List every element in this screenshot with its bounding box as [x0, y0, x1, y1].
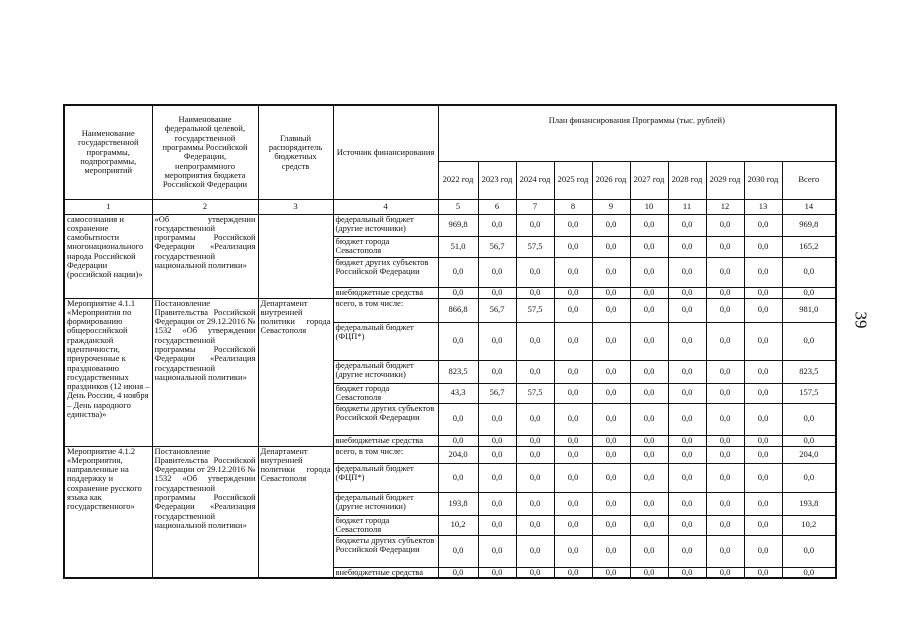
federal-program: Постановление Правительства Российской Федерации от 29.12.2016 № 1532 «Об утверждении государственной программы Российской Федерации «Реализация государственной национальной политики» — [152, 298, 258, 446]
amount-cell: 969,8 — [782, 214, 836, 236]
amount-cell: 56,7 — [478, 383, 516, 403]
amount-cell: 0,0 — [554, 435, 592, 446]
amount-cell: 0,0 — [744, 236, 782, 257]
column-index: 14 — [782, 199, 836, 214]
amount-cell: 0,0 — [782, 322, 836, 360]
amount-cell: 0,0 — [516, 463, 554, 492]
amount-cell: 0,0 — [554, 383, 592, 403]
amount-cell: 0,0 — [516, 257, 554, 287]
amount-cell: 0,0 — [668, 236, 706, 257]
funding-source: внебюджетные средства — [333, 435, 438, 446]
amount-cell: 0,0 — [706, 463, 744, 492]
amount-cell: 51,0 — [438, 236, 478, 257]
amount-cell: 0,0 — [554, 515, 592, 535]
amount-cell: 0,0 — [668, 435, 706, 446]
amount-cell: 0,0 — [782, 535, 836, 567]
amount-cell: 0,0 — [630, 360, 668, 383]
table-row — [64, 298, 836, 322]
amount-cell: 0,0 — [668, 567, 706, 578]
column-index: 11 — [668, 199, 706, 214]
funding-source: бюджеты других субъектов Российской Федерации — [333, 403, 438, 435]
amount-cell: 0,0 — [516, 360, 554, 383]
amount-cell: 0,0 — [744, 492, 782, 515]
amount-cell: 0,0 — [706, 298, 744, 322]
amount-cell: 0,0 — [478, 257, 516, 287]
amount-cell: 0,0 — [744, 257, 782, 287]
funding-source: федеральный бюджет (другие источники) — [333, 360, 438, 383]
header-year: 2023 год — [478, 161, 516, 199]
amount-cell: 0,0 — [668, 360, 706, 383]
amount-cell: 57,5 — [516, 383, 554, 403]
column-index: 12 — [706, 199, 744, 214]
amount-cell: 823,5 — [438, 360, 478, 383]
amount-cell: 0,0 — [668, 492, 706, 515]
amount-cell: 204,0 — [782, 446, 836, 463]
amount-cell: 0,0 — [668, 257, 706, 287]
amount-cell: 969,8 — [438, 214, 478, 236]
amount-cell: 0,0 — [478, 322, 516, 360]
amount-cell: 165,2 — [782, 236, 836, 257]
funding-source: внебюджетные средства — [333, 287, 438, 298]
amount-cell: 0,0 — [668, 446, 706, 463]
amount-cell: 0,0 — [554, 360, 592, 383]
column-index: 4 — [333, 199, 438, 214]
header-year: 2030 год — [744, 161, 782, 199]
page-number: 39 — [851, 311, 871, 329]
amount-cell: 0,0 — [478, 492, 516, 515]
amount-cell: 56,7 — [478, 298, 516, 322]
budget-distributor: Департамент внутренней политики города Севастополя — [258, 446, 333, 578]
amount-cell: 0,0 — [668, 463, 706, 492]
column-index: 3 — [258, 199, 333, 214]
amount-cell: 0,0 — [554, 403, 592, 435]
amount-cell: 0,0 — [744, 322, 782, 360]
amount-cell: 0,0 — [592, 257, 630, 287]
amount-cell: 0,0 — [438, 322, 478, 360]
budget-distributor — [258, 214, 333, 298]
amount-cell: 0,0 — [668, 322, 706, 360]
amount-cell: 157,5 — [782, 383, 836, 403]
amount-cell: 0,0 — [782, 567, 836, 578]
header-distributor: Главный распорядитель бюджетных средств — [258, 105, 333, 199]
activity-name: самосознания и сохранение самобытности многонационального народа Российской Федерации (российской нации)» — [64, 214, 152, 298]
amount-cell: 0,0 — [706, 214, 744, 236]
amount-cell: 0,0 — [668, 403, 706, 435]
amount-cell: 0,0 — [782, 463, 836, 492]
amount-cell: 0,0 — [554, 298, 592, 322]
amount-cell: 0,0 — [744, 298, 782, 322]
table-body — [64, 214, 836, 578]
federal-program: Постановление Правительства Российской Федерации от 29.12.2016 № 1532 «Об утверждении государственной программы Российской Федерации «Реализация государственной национальной политики» — [152, 446, 258, 578]
amount-cell: 0,0 — [706, 360, 744, 383]
amount-cell: 0,0 — [630, 287, 668, 298]
amount-cell: 0,0 — [516, 515, 554, 535]
amount-cell: 0,0 — [438, 535, 478, 567]
amount-cell: 0,0 — [782, 435, 836, 446]
column-index: 8 — [554, 199, 592, 214]
amount-cell: 0,0 — [516, 435, 554, 446]
amount-cell: 0,0 — [554, 287, 592, 298]
amount-cell: 823,5 — [782, 360, 836, 383]
column-index: 1 — [64, 199, 152, 214]
amount-cell: 0,0 — [706, 492, 744, 515]
amount-cell: 866,8 — [438, 298, 478, 322]
funding-source: бюджет города Севастополя — [333, 515, 438, 535]
amount-cell: 0,0 — [630, 567, 668, 578]
header-year: 2026 год — [592, 161, 630, 199]
column-index: 2 — [152, 199, 258, 214]
funding-source: федеральный бюджет (другие источники) — [333, 214, 438, 236]
amount-cell: 0,0 — [630, 383, 668, 403]
amount-cell: 0,0 — [592, 435, 630, 446]
amount-cell: 0,0 — [668, 214, 706, 236]
amount-cell: 0,0 — [592, 535, 630, 567]
amount-cell: 0,0 — [668, 287, 706, 298]
amount-cell: 0,0 — [668, 535, 706, 567]
amount-cell: 0,0 — [592, 446, 630, 463]
amount-cell: 0,0 — [554, 535, 592, 567]
amount-cell: 0,0 — [516, 567, 554, 578]
amount-cell: 0,0 — [516, 446, 554, 463]
amount-cell: 0,0 — [478, 515, 516, 535]
amount-cell: 0,0 — [630, 515, 668, 535]
amount-cell: 0,0 — [592, 567, 630, 578]
amount-cell: 0,0 — [438, 403, 478, 435]
amount-cell: 0,0 — [438, 435, 478, 446]
header-federal-program: Наименование федеральной целевой, государственной программы Российской Федерации, непрограммного мероприятия бюджета Российской Федерации — [152, 105, 258, 199]
amount-cell: 0,0 — [630, 322, 668, 360]
amount-cell: 0,0 — [782, 257, 836, 287]
amount-cell: 0,0 — [592, 463, 630, 492]
amount-cell: 0,0 — [478, 360, 516, 383]
funding-source: бюджет города Севастополя — [333, 383, 438, 403]
amount-cell: 0,0 — [630, 535, 668, 567]
amount-cell: 0,0 — [592, 214, 630, 236]
amount-cell: 0,0 — [478, 535, 516, 567]
amount-cell: 0,0 — [706, 535, 744, 567]
amount-cell: 0,0 — [592, 492, 630, 515]
amount-cell: 10,2 — [782, 515, 836, 535]
amount-cell: 0,0 — [478, 567, 516, 578]
amount-cell: 0,0 — [744, 360, 782, 383]
amount-cell: 0,0 — [630, 214, 668, 236]
budget-distributor: Департамент внутренней политики города Севастополя — [258, 298, 333, 446]
amount-cell: 0,0 — [706, 446, 744, 463]
amount-cell: 56,7 — [478, 236, 516, 257]
financing-table — [63, 104, 837, 579]
amount-cell: 0,0 — [592, 383, 630, 403]
amount-cell: 0,0 — [744, 567, 782, 578]
column-index: 9 — [592, 199, 630, 214]
amount-cell: 0,0 — [630, 446, 668, 463]
amount-cell: 0,0 — [438, 463, 478, 492]
amount-cell: 0,0 — [630, 403, 668, 435]
amount-cell: 0,0 — [744, 403, 782, 435]
amount-cell: 0,0 — [630, 236, 668, 257]
amount-cell: 0,0 — [554, 446, 592, 463]
funding-source: федеральный бюджет (ФЦП*) — [333, 322, 438, 360]
column-index: 6 — [478, 199, 516, 214]
header-plan-title: План финансирования Программы (тыс. рублей) — [438, 105, 836, 161]
amount-cell: 0,0 — [592, 515, 630, 535]
amount-cell: 0,0 — [438, 257, 478, 287]
header-program-name: Наименование государственной программы, подпрограммы, мероприятий — [64, 105, 152, 199]
column-index: 7 — [516, 199, 554, 214]
activity-name: Мероприятие 4.1.1 «Мероприятия по формированию общероссийской гражданской идентичности, приуроченные к празднованию государственных праздников (12 июня – День России, 4 ноября – День народного единства)» — [64, 298, 152, 446]
column-index: 10 — [630, 199, 668, 214]
amount-cell: 0,0 — [630, 298, 668, 322]
header-year: Всего — [782, 161, 836, 199]
amount-cell: 0,0 — [516, 492, 554, 515]
amount-cell: 0,0 — [706, 383, 744, 403]
header-year: 2024 год — [516, 161, 554, 199]
amount-cell: 0,0 — [438, 287, 478, 298]
funding-source: всего, в том числе: — [333, 446, 438, 463]
amount-cell: 0,0 — [744, 535, 782, 567]
amount-cell: 0,0 — [478, 446, 516, 463]
amount-cell: 0,0 — [554, 236, 592, 257]
amount-cell: 0,0 — [706, 322, 744, 360]
amount-cell: 0,0 — [744, 446, 782, 463]
header-funding-source: Источник финансирования — [333, 105, 438, 199]
amount-cell: 0,0 — [516, 287, 554, 298]
header-index-row — [64, 199, 836, 214]
header-year: 2025 год — [554, 161, 592, 199]
amount-cell: 0,0 — [744, 287, 782, 298]
amount-cell: 193,8 — [438, 492, 478, 515]
amount-cell: 193,8 — [782, 492, 836, 515]
amount-cell: 0,0 — [478, 287, 516, 298]
amount-cell: 0,0 — [706, 515, 744, 535]
header-year: 2028 год — [668, 161, 706, 199]
amount-cell: 204,0 — [438, 446, 478, 463]
amount-cell: 0,0 — [554, 463, 592, 492]
amount-cell: 57,5 — [516, 236, 554, 257]
amount-cell: 0,0 — [592, 360, 630, 383]
amount-cell: 0,0 — [478, 463, 516, 492]
funding-source: бюджет других субъектов Российской Федерации — [333, 257, 438, 287]
amount-cell: 0,0 — [554, 492, 592, 515]
amount-cell: 0,0 — [554, 214, 592, 236]
amount-cell: 0,0 — [438, 567, 478, 578]
funding-source: федеральный бюджет (ФЦП*) — [333, 463, 438, 492]
amount-cell: 0,0 — [744, 463, 782, 492]
amount-cell: 0,0 — [782, 403, 836, 435]
amount-cell: 0,0 — [782, 287, 836, 298]
table-row — [64, 214, 836, 236]
amount-cell: 0,0 — [706, 257, 744, 287]
amount-cell: 0,0 — [706, 287, 744, 298]
amount-cell: 0,0 — [630, 463, 668, 492]
amount-cell: 0,0 — [706, 403, 744, 435]
header-year: 2029 год — [706, 161, 744, 199]
activity-name: Мероприятие 4.1.2 «Мероприятия, направленные на поддержку и сохранение русского языка как государственного» — [64, 446, 152, 578]
amount-cell: 0,0 — [554, 322, 592, 360]
amount-cell: 0,0 — [706, 567, 744, 578]
header-year: 2027 год — [630, 161, 668, 199]
amount-cell: 0,0 — [592, 403, 630, 435]
column-index: 5 — [438, 199, 478, 214]
amount-cell: 0,0 — [516, 403, 554, 435]
amount-cell: 10,2 — [438, 515, 478, 535]
amount-cell: 0,0 — [516, 214, 554, 236]
amount-cell: 0,0 — [516, 322, 554, 360]
funding-source: бюджет города Севастополя — [333, 236, 438, 257]
federal-program: «Об утверждении государственной программы Российской Федерации «Реализация государственной национальной политики» — [152, 214, 258, 298]
amount-cell: 0,0 — [592, 298, 630, 322]
amount-cell: 0,0 — [478, 403, 516, 435]
amount-cell: 0,0 — [668, 298, 706, 322]
amount-cell: 0,0 — [744, 383, 782, 403]
amount-cell: 0,0 — [592, 287, 630, 298]
amount-cell: 57,5 — [516, 298, 554, 322]
amount-cell: 0,0 — [706, 236, 744, 257]
header-year: 2022 год — [438, 161, 478, 199]
amount-cell: 0,0 — [478, 214, 516, 236]
amount-cell: 43,3 — [438, 383, 478, 403]
amount-cell: 0,0 — [630, 257, 668, 287]
amount-cell: 0,0 — [592, 322, 630, 360]
amount-cell: 981,0 — [782, 298, 836, 322]
table-row — [64, 446, 836, 463]
funding-source: всего, в том числе: — [333, 298, 438, 322]
column-index: 13 — [744, 199, 782, 214]
amount-cell: 0,0 — [744, 435, 782, 446]
amount-cell: 0,0 — [744, 515, 782, 535]
amount-cell: 0,0 — [554, 257, 592, 287]
amount-cell: 0,0 — [668, 515, 706, 535]
amount-cell: 0,0 — [668, 383, 706, 403]
amount-cell: 0,0 — [516, 535, 554, 567]
amount-cell: 0,0 — [554, 567, 592, 578]
amount-cell: 0,0 — [592, 236, 630, 257]
amount-cell: 0,0 — [630, 435, 668, 446]
funding-source: бюджеты других субъектов Российской Федерации — [333, 535, 438, 567]
amount-cell: 0,0 — [706, 435, 744, 446]
amount-cell: 0,0 — [630, 492, 668, 515]
funding-source: федеральный бюджет (другие источники) — [333, 492, 438, 515]
amount-cell: 0,0 — [744, 214, 782, 236]
funding-source: внебюджетные средства — [333, 567, 438, 578]
amount-cell: 0,0 — [478, 435, 516, 446]
